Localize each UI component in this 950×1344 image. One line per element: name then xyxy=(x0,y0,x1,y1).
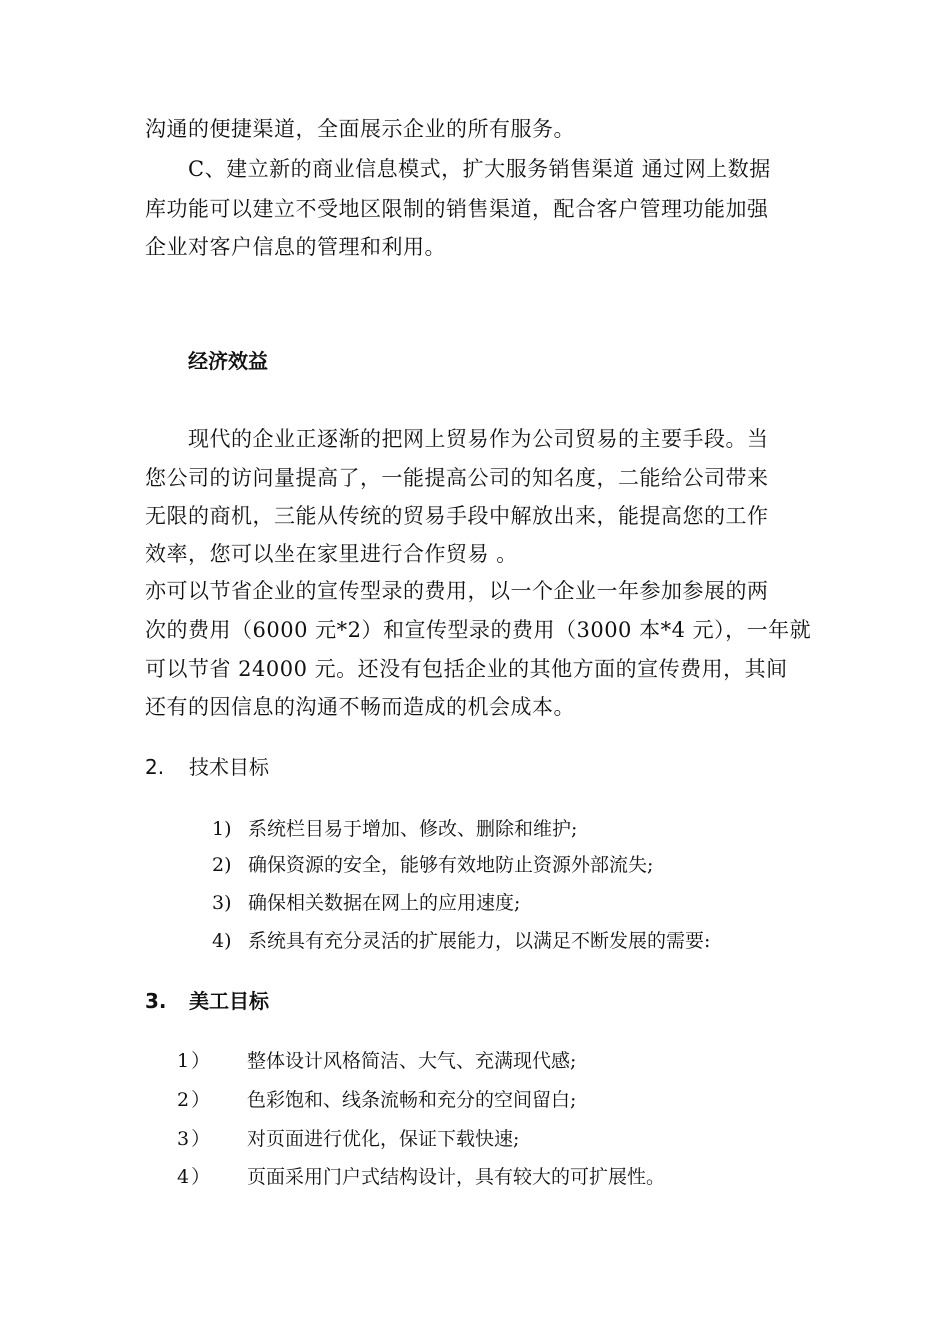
paragraph-line: 无限的商机，三能从传统的贸易手段中解放出来，能提高您的工作 xyxy=(145,504,769,528)
section-title: 技术目标 xyxy=(189,755,269,779)
list-number: 1） xyxy=(177,1050,213,1072)
list-text: 色彩饱和、线条流畅和充分的空间留白; xyxy=(247,1089,577,1111)
section-title: 美工目标 xyxy=(189,989,269,1013)
list-text: 系统栏目易于增加、修改、删除和维护; xyxy=(248,818,578,840)
paragraph-line: 亦可以节省企业的宣传型录的费用，以一个企业一年参加参展的两 xyxy=(145,579,769,603)
list-text: 页面采用门户式结构设计，具有较大的可扩展性。 xyxy=(247,1166,666,1188)
list-number: 2) xyxy=(212,854,232,876)
section-number: 2. xyxy=(145,755,165,779)
paragraph-line: C、建立新的商业信息模式，扩大服务销售渠道 通过网上数据 xyxy=(188,157,771,181)
list-item xyxy=(212,888,520,918)
list-number: 2） xyxy=(177,1089,213,1111)
paragraph-line: 次的费用（6000 元*2）和宣传型录的费用（3000 本*4 元），一年就 xyxy=(145,618,812,642)
list-text: 整体设计风格简洁、大气、充满现代感; xyxy=(247,1050,577,1072)
section-heading-tech-goals xyxy=(145,752,269,782)
section-number: 3. xyxy=(145,989,167,1013)
list-number: 3） xyxy=(177,1128,213,1150)
list-text: 确保相关数据在网上的应用速度; xyxy=(248,892,521,914)
list-number: 3) xyxy=(212,892,232,914)
paragraph-line: 企业对客户信息的管理和利用。 xyxy=(145,235,446,259)
paragraph-line: 可以节省 24000 元。还没有包括企业的其他方面的宣传费用，其间 xyxy=(145,657,788,681)
list-item xyxy=(212,926,710,956)
list-number: 4） xyxy=(177,1166,213,1188)
paragraph-line: 效率，您可以坐在家里进行合作贸易 。 xyxy=(145,542,518,566)
list-number: 1) xyxy=(212,818,232,840)
list-item xyxy=(177,1046,576,1076)
list-text: 对页面进行优化，保证下载快速; xyxy=(247,1128,520,1150)
paragraph-line: 还有的因信息的沟通不畅而造成的机会成本。 xyxy=(145,695,575,719)
list-text: 系统具有充分灵活的扩展能力，以满足不断发展的需要: xyxy=(248,930,711,952)
paragraph-line: 现代的企业正逐渐的把网上贸易作为公司贸易的主要手段。当 xyxy=(188,427,769,451)
paragraph-line: 沟通的便捷渠道，全面展示企业的所有服务。 xyxy=(145,117,575,141)
list-item xyxy=(177,1085,576,1115)
list-item xyxy=(177,1124,519,1154)
section-heading-art-goals xyxy=(145,986,269,1016)
list-number: 4) xyxy=(212,930,232,952)
section-heading-economic-benefit: 经济效益 xyxy=(188,349,268,373)
paragraph-line: 库功能可以建立不受地区限制的销售渠道，配合客户管理功能加强 xyxy=(145,197,769,221)
list-item xyxy=(212,850,653,880)
list-item xyxy=(177,1162,665,1192)
list-text: 确保资源的安全，能够有效地防止资源外部流失; xyxy=(248,854,654,876)
paragraph-line: 您公司的访问量提高了，一能提高公司的知名度，二能给公司带来 xyxy=(145,466,769,490)
list-item xyxy=(212,814,577,844)
